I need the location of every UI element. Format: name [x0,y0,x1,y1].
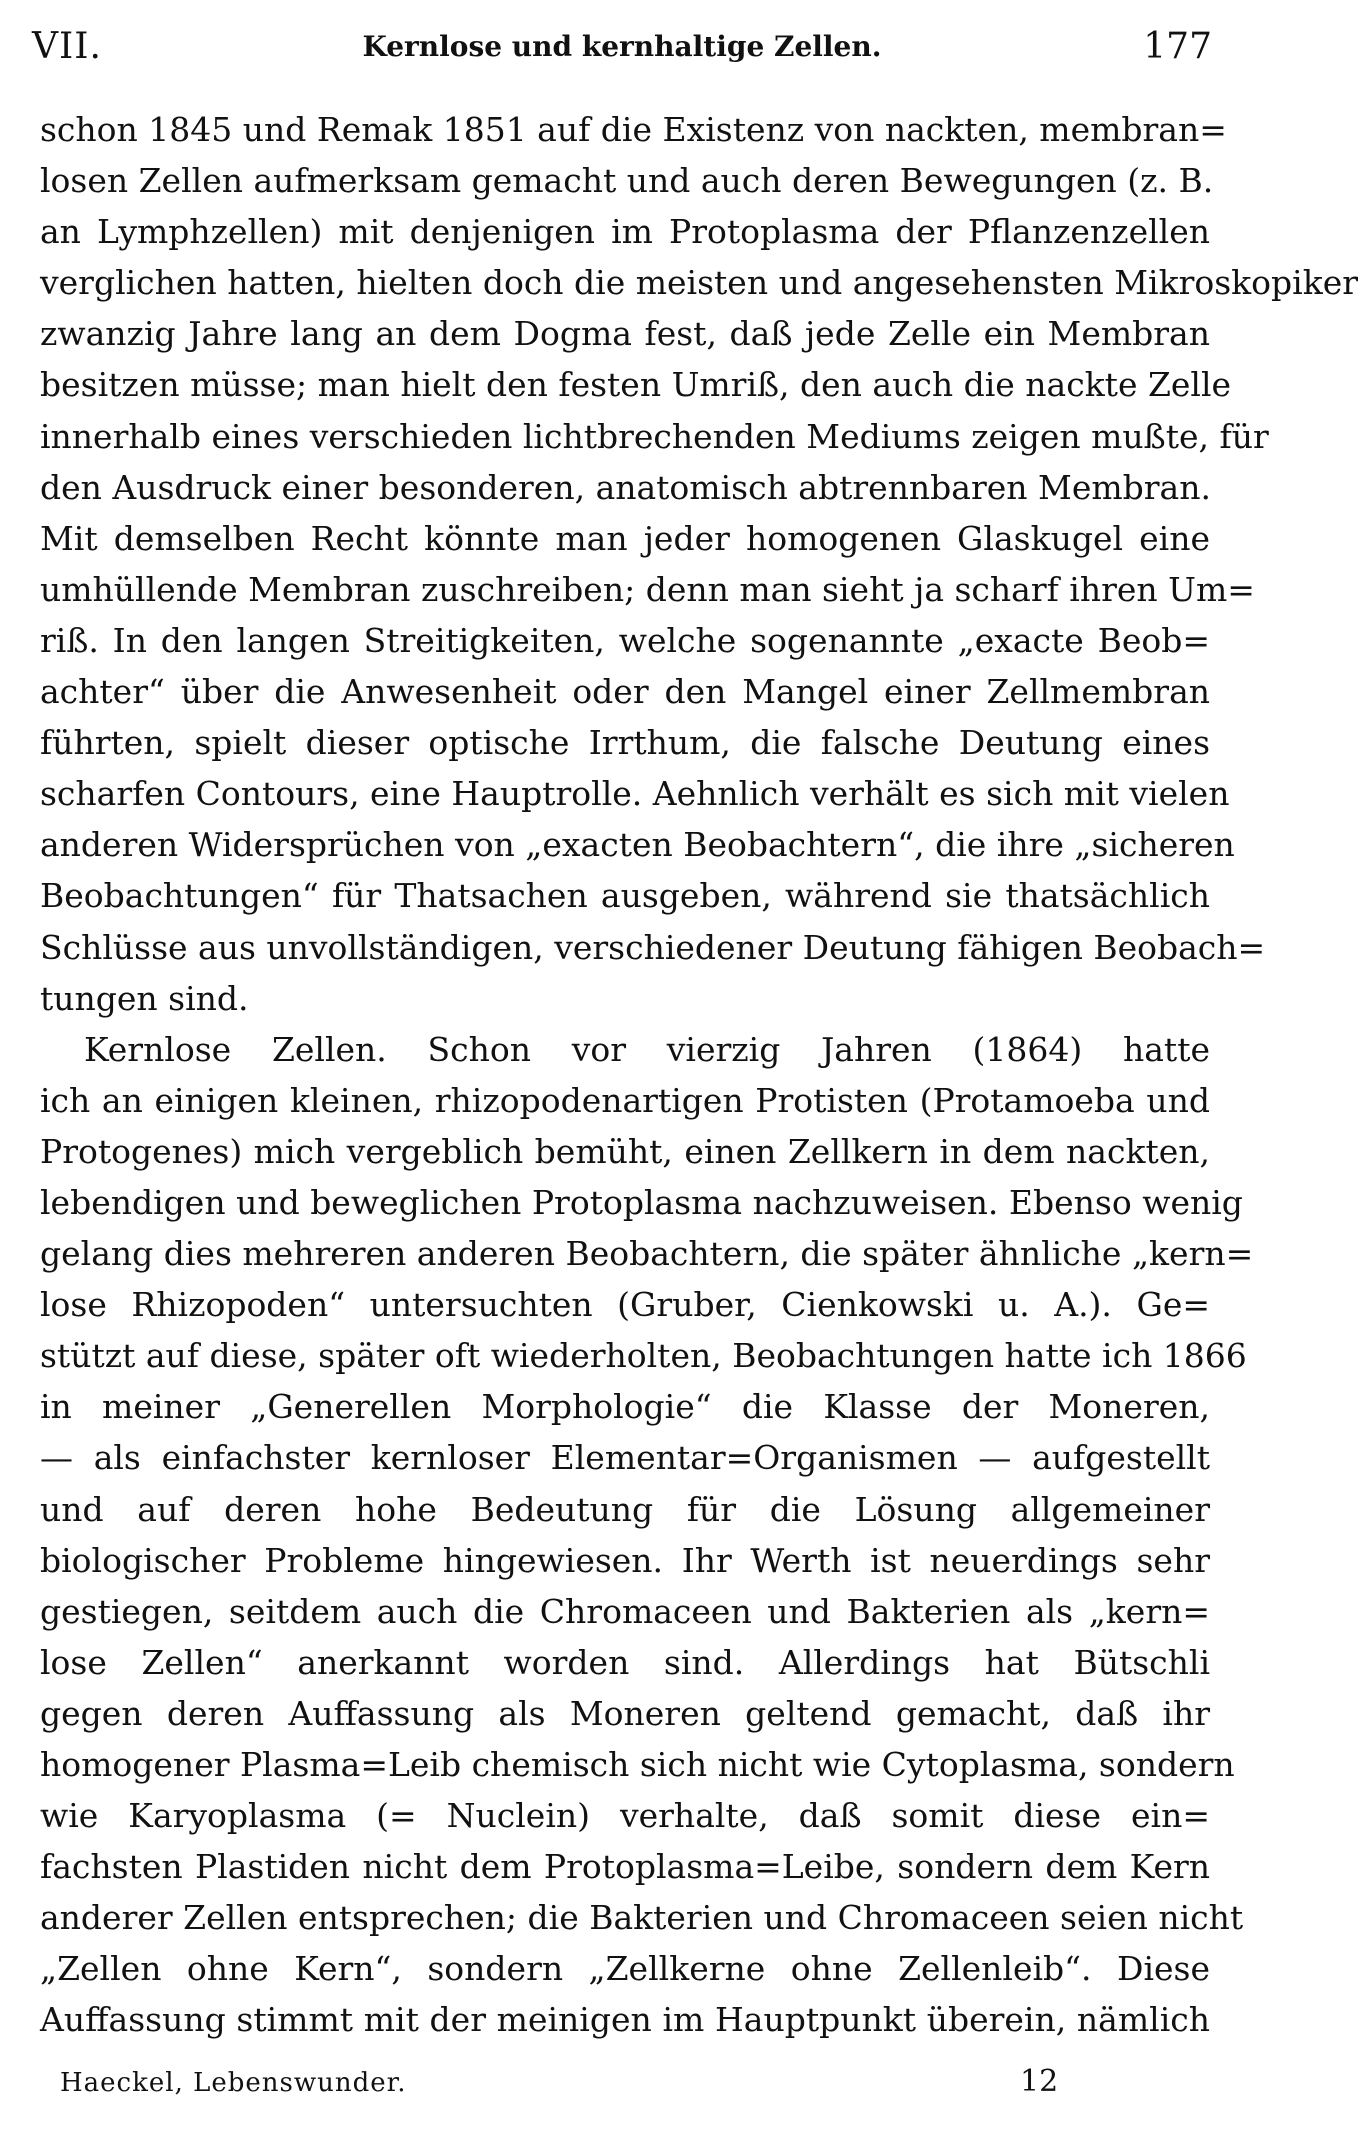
text-line: verglichen hatten, hielten doch die meisten und angesehensten Mikroskopiker [40,263,1358,303]
footer [60,2060,1160,2110]
text-line: Protogenes) mich vergeblich bemüht, einen Zellkern in dem nackten, [40,1131,1210,1171]
text-line: zwanzig Jahre lang an dem Dogma fest, daß jede Zelle ein Membran [40,314,1210,354]
text-line: gestiegen, seitdem auch die Chromaceen und Bakterien als „kern= [40,1591,1210,1631]
text-line: lebendigen und beweglichen Protoplasma nachzuweisen. Ebenso wenig [40,1182,1243,1222]
body-text [40,104,1358,2046]
text-line: den Ausdruck einer besonderen, anatomisch abtrennbaren Membran. [40,467,1211,507]
text-line: stützt auf diese, später oft wiederholten, Beobachtungen hatte ich 1866 [40,1336,1247,1376]
signature-mark: 12 [1020,2064,1059,2099]
text-line: losen Zellen aufmerksam gemacht und auch deren Bewegungen (z. B. [40,161,1214,201]
text-line: homogener Plasma=Leib chemisch sich nicht wie Cytoplasma, sondern [40,1745,1235,1784]
running-head [32,18,1212,78]
text-line: anderen Widersprüchen von „exacten Beobachtern“, die ihre „sicheren [40,825,1235,865]
text-line: biologischer Probleme hingewiesen. Ihr Werth ist neuerdings sehr [40,1540,1210,1580]
text-line: Beobachtungen“ für Thatsachen ausgeben, während sie thatsächlich [40,876,1210,916]
text-line: wie Karyoplasma (= Nuclein) verhalte, daß somit diese ein= [40,1796,1210,1836]
text-line: scharfen Contours, eine Hauptrolle. Aehnlich verhält es sich mit vielen [40,774,1230,814]
text-line: in meiner „Generellen Morphologie“ die Klasse der Moneren, [40,1387,1210,1427]
text-line: fachsten Plastiden nicht dem Protoplasma=Leibe, sondern dem Kern [40,1847,1210,1887]
text-line: und auf deren hohe Bedeutung für die Lösung allgemeiner [40,1489,1210,1529]
chapter-number: VII. [32,26,102,67]
text-line: führten, spielt dieser optische Irrthum, die falsche Deutung eines [40,723,1210,763]
paragraph-last-line: tungen sind. [40,978,249,1018]
text-line: gelang dies mehreren anderen Beobachtern, die später ähnliche „kern= [40,1234,1254,1274]
text-line: achter“ über die Anwesenheit oder den Mangel einer Zellmembran [40,672,1210,712]
text-line: Auffassung stimmt mit der meinigen im Hauptpunkt überein, nämlich [40,2000,1210,2040]
text-line: ich an einigen kleinen, rhizopodenartigen Protisten (Protamoeba und [40,1080,1210,1120]
text-line: besitzen müsse; man hielt den festen Umriß, den auch die nackte Zelle [40,365,1232,405]
text-line: lose Zellen“ anerkannt worden sind. Allerdings hat Bütschli [40,1642,1210,1682]
text-line: schon 1845 und Remak 1851 auf die Existenz von nackten, membran= [40,110,1227,149]
running-title: Kernlose und kernhaltige Zellen. [362,30,882,63]
text-line: an Lymphzellen) mit denjenigen im Protoplasma der Pflanzenzellen [40,212,1210,252]
page-number: 177 [1143,26,1212,67]
text-line: — als einfachster kernloser Elementar=Organismen — aufgestellt [40,1438,1210,1478]
text-line: gegen deren Auffassung als Moneren geltend gemacht, daß ihr [40,1693,1210,1733]
text-line: „Zellen ohne Kern“, sondern „Zellkerne ohne Zellenleib“. Diese [40,1949,1210,1989]
text-line: Schlüsse aus unvollständigen, verschiedener Deutung fähigen Beobach= [40,927,1266,967]
text-line: innerhalb eines verschieden lichtbrechenden Mediums zeigen mußte, für [40,416,1269,456]
footer-author-title: Haeckel, Lebenswunder. [60,2068,407,2098]
text-line: Mit demselben Recht könnte man jeder homogenen Glaskugel eine [40,518,1210,558]
text-line: umhüllende Membran zuschreiben; denn man sieht ja scharf ihren Um= [40,569,1255,609]
text-line: riß. In den langen Streitigkeiten, welche sogenannte „exacte Beob= [40,620,1210,660]
section-heading-line: Kernlose Zellen. Schon vor vierzig Jahren (1864) hatte [84,1029,1210,1069]
text-line: lose Rhizopoden“ untersuchten (Gruber, Cienkowski u. A.). Ge= [40,1285,1210,1325]
text-line: anderer Zellen entsprechen; die Bakterien und Chromaceen seien nicht [40,1898,1244,1938]
